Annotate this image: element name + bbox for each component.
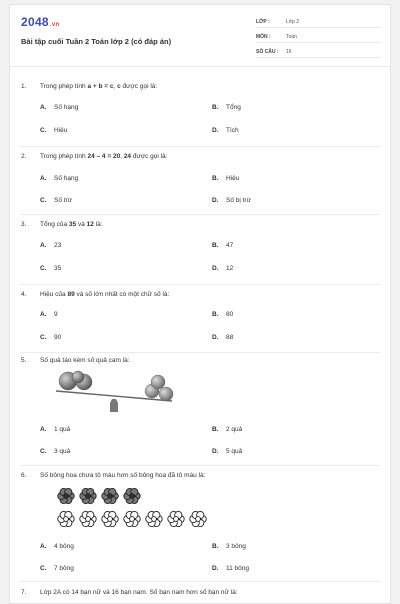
question-number: 3.: [21, 221, 27, 228]
uncolored-flower-icon: [102, 511, 118, 526]
uncolored-flower-icon: [190, 511, 206, 526]
answer-option-b[interactable]: [212, 311, 233, 318]
option-text: 3 quả: [54, 448, 71, 455]
option-letter: C.: [40, 448, 47, 455]
question-number: 1.: [21, 83, 27, 90]
meta-subject: [256, 31, 381, 43]
option-letter: A.: [40, 426, 47, 433]
question-number: 5.: [21, 357, 27, 364]
answer-option-c[interactable]: [40, 265, 61, 272]
question-text-part: ,: [120, 153, 124, 160]
balance-scale-figure: [48, 367, 178, 412]
option-letter: B.: [212, 104, 219, 111]
question-text: [40, 153, 167, 160]
option-letter: C.: [40, 197, 47, 204]
option-letter: B.: [212, 543, 219, 550]
answer-option-c[interactable]: [40, 127, 67, 134]
answer-option-c[interactable]: [40, 565, 74, 572]
question-text-part: là:: [93, 221, 103, 228]
meta-question-count: [256, 46, 381, 58]
question-text-part: Hiệu của: [40, 291, 68, 298]
question-text-part: 12: [86, 221, 94, 228]
orange-icon: [151, 375, 165, 389]
question-text: [40, 291, 169, 298]
option-letter: C.: [40, 334, 47, 341]
question-text: [40, 589, 238, 596]
question-text-part: a + b = c: [87, 83, 114, 90]
option-text: Hiệu: [226, 175, 240, 182]
option-letter: D.: [212, 334, 219, 341]
option-text: 1 quả: [54, 426, 71, 433]
option-text: Tổng: [226, 104, 241, 111]
uncolored-flower-icon: [124, 511, 140, 526]
worksheet: [9, 4, 391, 604]
answer-option-a[interactable]: [40, 543, 74, 550]
question-text-part: ,: [113, 83, 118, 90]
question-divider: [20, 352, 380, 353]
option-letter: B.: [212, 175, 219, 182]
answer-option-a[interactable]: [40, 311, 58, 318]
meta-key: LỚP :: [256, 19, 270, 25]
answer-option-d[interactable]: [212, 127, 239, 134]
option-text: Số bị trừ: [226, 197, 251, 204]
option-letter: A.: [40, 242, 47, 249]
question-text: [40, 83, 157, 90]
uncolored-flower-icon: [146, 511, 162, 526]
answer-option-d[interactable]: [212, 334, 233, 341]
answer-option-a[interactable]: [40, 426, 70, 433]
option-text: 7 bông: [54, 565, 74, 572]
apple-icon: [72, 371, 84, 383]
option-text: 35: [54, 265, 62, 272]
scale-stand: [110, 399, 118, 412]
option-letter: D.: [212, 197, 219, 204]
question-text-part: và số lớn nhất có một chữ số là:: [74, 291, 170, 298]
question-number: 7.: [21, 589, 27, 596]
answer-option-d[interactable]: [212, 197, 251, 204]
option-letter: B.: [212, 426, 219, 433]
colored-flower-icon: [58, 488, 74, 503]
question-text-part: Số quả táo kém số quả cam là:: [40, 357, 130, 364]
answer-option-b[interactable]: [212, 242, 233, 249]
option-letter: C.: [40, 265, 47, 272]
answer-option-d[interactable]: [212, 265, 233, 272]
option-text: Số hạng: [54, 175, 79, 182]
option-text: 3 bông: [226, 543, 246, 550]
option-text: 80: [226, 311, 234, 318]
meta-value: Toán: [286, 34, 297, 40]
question-divider: [20, 146, 380, 147]
uncolored-flower-icon: [58, 511, 74, 526]
logo-suffix: .vn: [49, 22, 60, 28]
question-text-part: và: [76, 221, 87, 228]
option-text: 12: [226, 265, 234, 272]
option-letter: A.: [40, 311, 47, 318]
question-text-part: Trong phép tính: [40, 83, 88, 90]
answer-option-c[interactable]: [40, 334, 61, 341]
option-letter: A.: [40, 104, 47, 111]
question-text-part: Số bông hoa chưa tô màu hơn số bông hoa đã tô màu là:: [40, 472, 206, 479]
option-letter: C.: [40, 565, 47, 572]
question-text-part: 24 – 4 = 20: [87, 153, 121, 160]
option-letter: D.: [212, 127, 219, 134]
question-text-part: 89: [67, 291, 75, 298]
option-text: 2 quả: [226, 426, 243, 433]
option-text: 9: [54, 311, 58, 318]
worksheet-header: [10, 5, 390, 67]
uncolored-flower-icon: [168, 511, 184, 526]
answer-option-b[interactable]: [212, 175, 239, 182]
orange-icon: [159, 387, 173, 401]
question-text-part: c: [117, 83, 121, 90]
question-text: [40, 221, 103, 228]
option-text: 88: [226, 334, 234, 341]
question-text-part: Lớp 2A có 14 bạn nữ và 16 bạn nam. Số bạn nam hơn số bạn nữ là:: [40, 589, 238, 596]
option-letter: B.: [212, 242, 219, 249]
question-text-part: được gọi là:: [120, 83, 158, 90]
meta-key: MÔN :: [256, 34, 271, 40]
answer-option-b[interactable]: [212, 104, 241, 111]
question-text-part: Tổng của: [40, 221, 69, 228]
meta-value: Lớp 2: [286, 19, 300, 25]
option-text: 90: [54, 334, 62, 341]
uncolored-flower-icon: [80, 511, 96, 526]
question-number: 2.: [21, 153, 27, 160]
option-letter: D.: [212, 448, 219, 455]
option-text: 4 bông: [54, 543, 74, 550]
logo-text: 2048: [21, 15, 49, 29]
option-letter: C.: [40, 127, 47, 134]
option-text: Số hạng: [54, 104, 79, 111]
question-divider: [20, 214, 380, 215]
option-text: Hiệu: [54, 127, 68, 134]
page-title: Bài tập cuối Tuần 2 Toán lớp 2 (có đáp án): [21, 37, 172, 46]
answer-option-c[interactable]: [40, 448, 70, 455]
option-letter: B.: [212, 311, 219, 318]
answer-option-b[interactable]: [212, 426, 242, 433]
answer-option-c[interactable]: [40, 197, 72, 204]
meta-value: 16: [286, 49, 292, 55]
option-letter: A.: [40, 175, 47, 182]
option-text: 47: [226, 242, 234, 249]
question-number: 6.: [21, 472, 27, 479]
question-text: [40, 357, 130, 364]
site-logo[interactable]: [21, 15, 59, 29]
question-number: 4.: [21, 291, 27, 298]
question-divider: [20, 284, 380, 285]
question-text-part: Trong phép tính: [40, 153, 88, 160]
answer-option-a[interactable]: [40, 104, 78, 111]
meta-key: SỐ CÂU :: [256, 49, 279, 55]
option-text: 11 bông: [226, 565, 250, 572]
answer-option-a[interactable]: [40, 242, 61, 249]
question-divider: [20, 465, 380, 466]
option-text: Tích: [226, 127, 239, 134]
colored-flower-icon: [124, 488, 140, 503]
question-text: [40, 472, 205, 479]
question-text-part: 24: [123, 153, 132, 160]
colored-flower-icon: [102, 488, 118, 503]
option-letter: D.: [212, 265, 219, 272]
flowers-figure: [46, 484, 216, 530]
answer-option-d[interactable]: [212, 565, 249, 572]
answer-option-a[interactable]: [40, 175, 78, 182]
option-letter: D.: [212, 565, 219, 572]
meta-class: [256, 16, 381, 28]
option-text: Số trừ: [54, 197, 73, 204]
question-divider: [20, 581, 380, 582]
question-text-part: 35: [68, 221, 77, 228]
option-letter: A.: [40, 543, 47, 550]
answer-option-d[interactable]: [212, 448, 242, 455]
option-text: 5 quả: [226, 448, 243, 455]
colored-flower-icon: [80, 488, 96, 503]
answer-option-b[interactable]: [212, 543, 246, 550]
question-text-part: được gọi là:: [131, 153, 168, 160]
option-text: 23: [54, 242, 62, 249]
